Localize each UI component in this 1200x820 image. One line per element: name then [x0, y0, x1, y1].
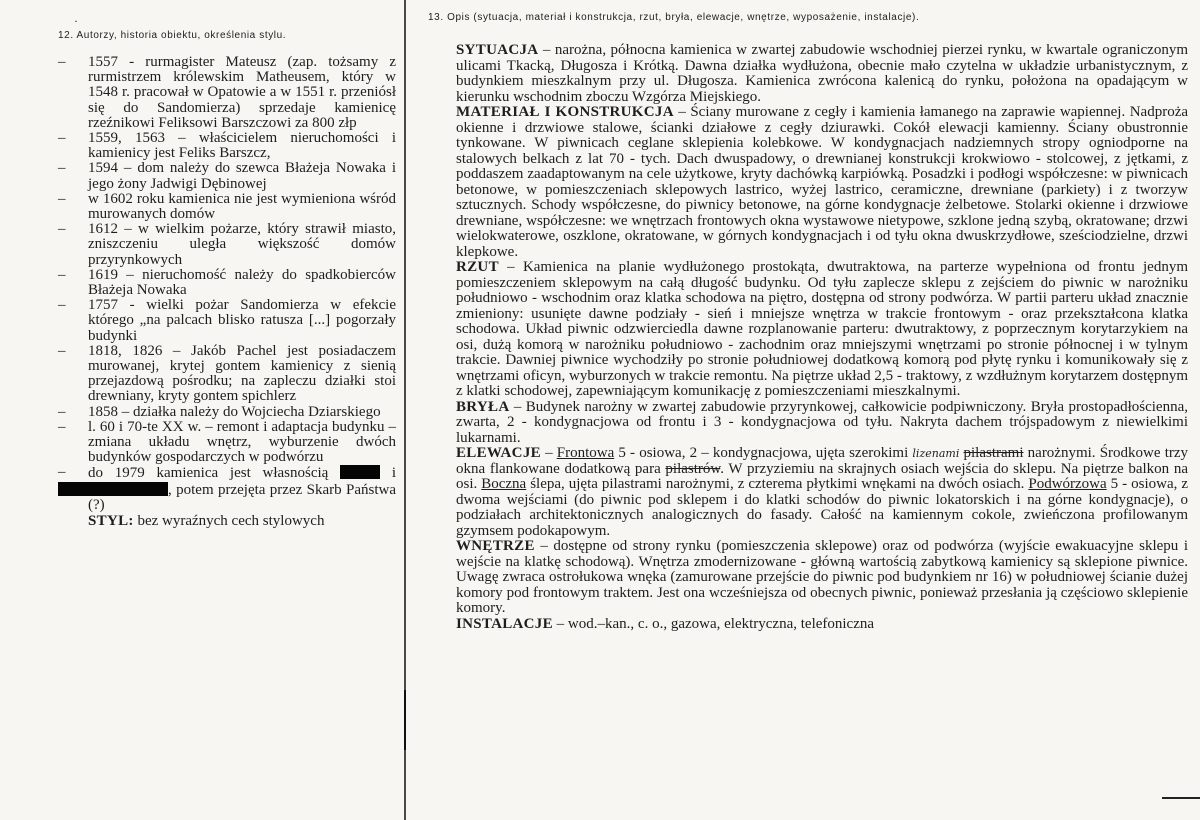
- left-column: [58, 30, 396, 529]
- list-item: – 1559, 1563 – właścicielem nieruchomości i kamienicy jest Feliks Barszcz,: [58, 130, 396, 162]
- list-item: – 1858 – działka należy do Wojciecha Dziarskiego: [58, 403, 381, 420]
- edge-line: [1162, 797, 1200, 799]
- section-rzut: RZUT – Kamienica na planie wydłużonego prostokąta, dwutraktowa, na parterze wypełniona od frontu jednym pomieszczeniem sklepowym na całą długość budynku. Od tyłu zaplecze sklepu z zejściem do piwnic w narożniku południowo - wschodnim oraz klatka schodowa na piętro, dostępna od strony podwórza. W partii parteru układ znacznie zmieniony: usunięte dawne podziały - sień i mniejsze wnętrza w trakcie frontowym - oraz przekształcona klatka schodowa. Układ piwnic odzwierciedla dawne rozplanowanie parteru: dwutraktowy, z poprzecznym korytarzykiem na osi, dużą komorą w narożniku południowo - zachodnim oraz mniejszymi wnętrzami po stronie północnej i w tylnym trakcie. Dawniej piwnice wychodziły po stronie południowej dodatkową komorą pod płytę rynku i komunikowały się z wnętrzami oficyn, wyburzonych w trakcie remontu. Na piętrze układ 2,5 - traktowy, z wzdłużnym korytarzem dostępnym z klatki schodowej, zapewniającym komunikację z pomieszczeniami mieszkalnymi.: [456, 259, 1188, 399]
- right-column: [428, 12, 1188, 632]
- style-line: STYL: bez wyraźnych cech stylowych: [88, 513, 325, 530]
- handwritten-note: lizenami: [912, 447, 960, 460]
- section-elewacje: ELEWACJE – Frontowa 5 - osiowa, 2 – kondygnacjowa, ujęta szerokimi lizenami pilastrami narożnymi. Środkowe trzy okna flankowane dodatkową para pilastrów. W przyziemiu na skrajnych osiach wejścia do sklepu. Na piętrze balkon na osi. Boczna ślepa, ujęta pilastrami narożnymi, z czterema płytkimi wnękami na dwóch osiach. Podwórzowa 5 - osiowa, z dwoma wejściami (do piwnic pod sklepem i do klatki schodów do piwnic lokatorskich i na górne kondygnacje), o podziałach architektonicznych analogicznych do fasady. Całość na kamiennym cokole, zwieńczona profilowanym gzymsem podokapowym.: [456, 445, 1189, 539]
- section-material: MATERIAŁ I KONSTRUKCJA – Ściany murowane z cegły i kamienia łamanego na zaprawie wapiennej. Nadproża okienne i drzwiowe stalowe, ścianki działowe z cegły dziurawki. Cokół elewacji kamienny. Ściany obustronnie tynkowane. W piwnicach ceglane sklepienia kolebkowe. W kondygnacjach nadziemnych stropy ogniodporne na stalowych belkach z lat 70 - tych. Dach dwuspadowy, o drewnianej konstrukcji krokwiowo - stolcowej, z jętkami, z poddaszem zaadaptowanym na cele użytkowe, kryty dachówką karpiówką. Posadzki i podłogi współczesne: w piwnicach betonowe, w pomieszczeniach sklepowych lastrico, wyżej lastrico, ceramiczne, drewniane (parkiety) i z tworzyw sztucznych. Schody współczesne, do piwnicy betonowe, na górne kondygnacje żelbetowe. Stolarki okienne i drzwiowe drewniane, współczesne: we wnętrzach frontowych okna wystawowe nietypowe, szklone jedną szybą, okratowane; drzwi wielokwaterowe, oszklone, okratowane, w górnych kondygnacjach i od tyłu okna dwuskrzydłowe, sześciodzielne, drzwi klepkowe.: [456, 104, 1189, 260]
- list-item: – 1557 - rurmagister Mateusz (zap. tożsamy z rurmistrzem królewskim Matheusem, który w 1548 r. pracował w Opatowie a w 1551 r. przeniósł się do Sandomierza) sprzedaje kamienicę rzeźnikowi Feliksowi Barszczowi za 800 złp: [58, 54, 396, 131]
- style-label: STYL:: [88, 513, 134, 530]
- section-instalacje: INSTALACJE – wod.–kan., c. o., gazowa, elektryczna, telefoniczna: [456, 615, 875, 632]
- section-wnetrze: WNĘTRZE – dostępne od strony rynku (pomieszczenia sklepowe) oraz od podwórza (wyjście ewakuacyjne sklepu i wejście na klatkę schodową). Wnętrza zmodernizowane - główną wartością zabytkową kamienicy są sklepione piwnice. Uwagę zwraca ostrołukowa wnęka (zamurowane przejście do piwnic pod budynkiem nr 16) w południowej ścianie dużej komory pod frontowym traktem. Jest ona wcześniejsza od obecnych piwnic, ponieważ przesłania ją częściowo sklepienie komory.: [456, 538, 1188, 616]
- list-item-ownership: – do 1979 kamienica jest własnością i , potem przejęta przez Skarb Państwa (?): [58, 464, 397, 513]
- section-sytuacja: SYTUACJA – narożna, północna kamienica w zwartej zabudowie wschodniej pierzei rynku, w kwartale ograniczonym ulicami Tkacką, Długosza i Krótką. Dawna działka wydłużona, obecnie mało czytelna w układzie urbanistycznym, z budynkiem mieszkalnym przy ul. Długosza. Kamienica zwrócona kalenicą do rynku, położona na opadającym w kierunku wschodnim zboczu Wzgórza Miejskiego.: [456, 42, 1188, 105]
- divider-mark: [404, 690, 406, 750]
- list-item: – w 1602 roku kamienica nie jest wymieniona wśród murowanych domów: [58, 190, 396, 223]
- list-item: – 1757 - wielki pożar Sandomierza w efekcie którego „na palcach blisko ratusza [...] pogorzały budynki: [58, 297, 396, 344]
- page-mark: ·: [74, 14, 78, 28]
- list-item: – 1594 – dom należy do szewca Błażeja Nowaka i jego żony Jadwigi Dębinowej: [58, 160, 396, 192]
- redaction-box: [58, 482, 168, 496]
- list-item: – 1818, 1826 – Jakób Pachel jest posiadaczem murowanej, krytej gontem kamienicy z sienią przejazdową pośrodku; na zapleczu działki stoi drewniany, kryty gontem spichlerz: [58, 342, 396, 405]
- list-item: – 1612 – w wielkim pożarze, który strawił miasto, zniszczeniu uległa większość domów przyrynkowych: [58, 221, 396, 268]
- list-item: – 1619 – nieruchomość należy do spadkobierców Błażeja Nowaka: [58, 266, 396, 299]
- section-bryla: BRYŁA – Budynek narożny w zwartej zabudowie przyrynkowej, całkowicie podpiwniczony. Bryła prostopadłościenna, zwarta, 2 - kondygnacjowa od frontu i 3 - kondygnacjowa od tyłu. Nakryta dachem trójspadowym z niewielkimi lukarnami.: [456, 398, 1188, 446]
- right-heading: 13. Opis (sytuacja, materiał i konstrukcja, rzut, bryła, elewacje, wnętrze, wyposażenie, instalacje).: [428, 12, 920, 23]
- left-heading: 12. Autorzy, historia obiektu, określenia stylu.: [58, 30, 287, 41]
- redaction-box: [340, 465, 380, 479]
- history-list: [58, 55, 396, 513]
- list-item: – l. 60 i 70-te XX w. – remont i adaptacja budynku – zmiana układu wnętrz, wyburzenie dwóch budynków gospodarczych w podwórzu: [58, 418, 396, 466]
